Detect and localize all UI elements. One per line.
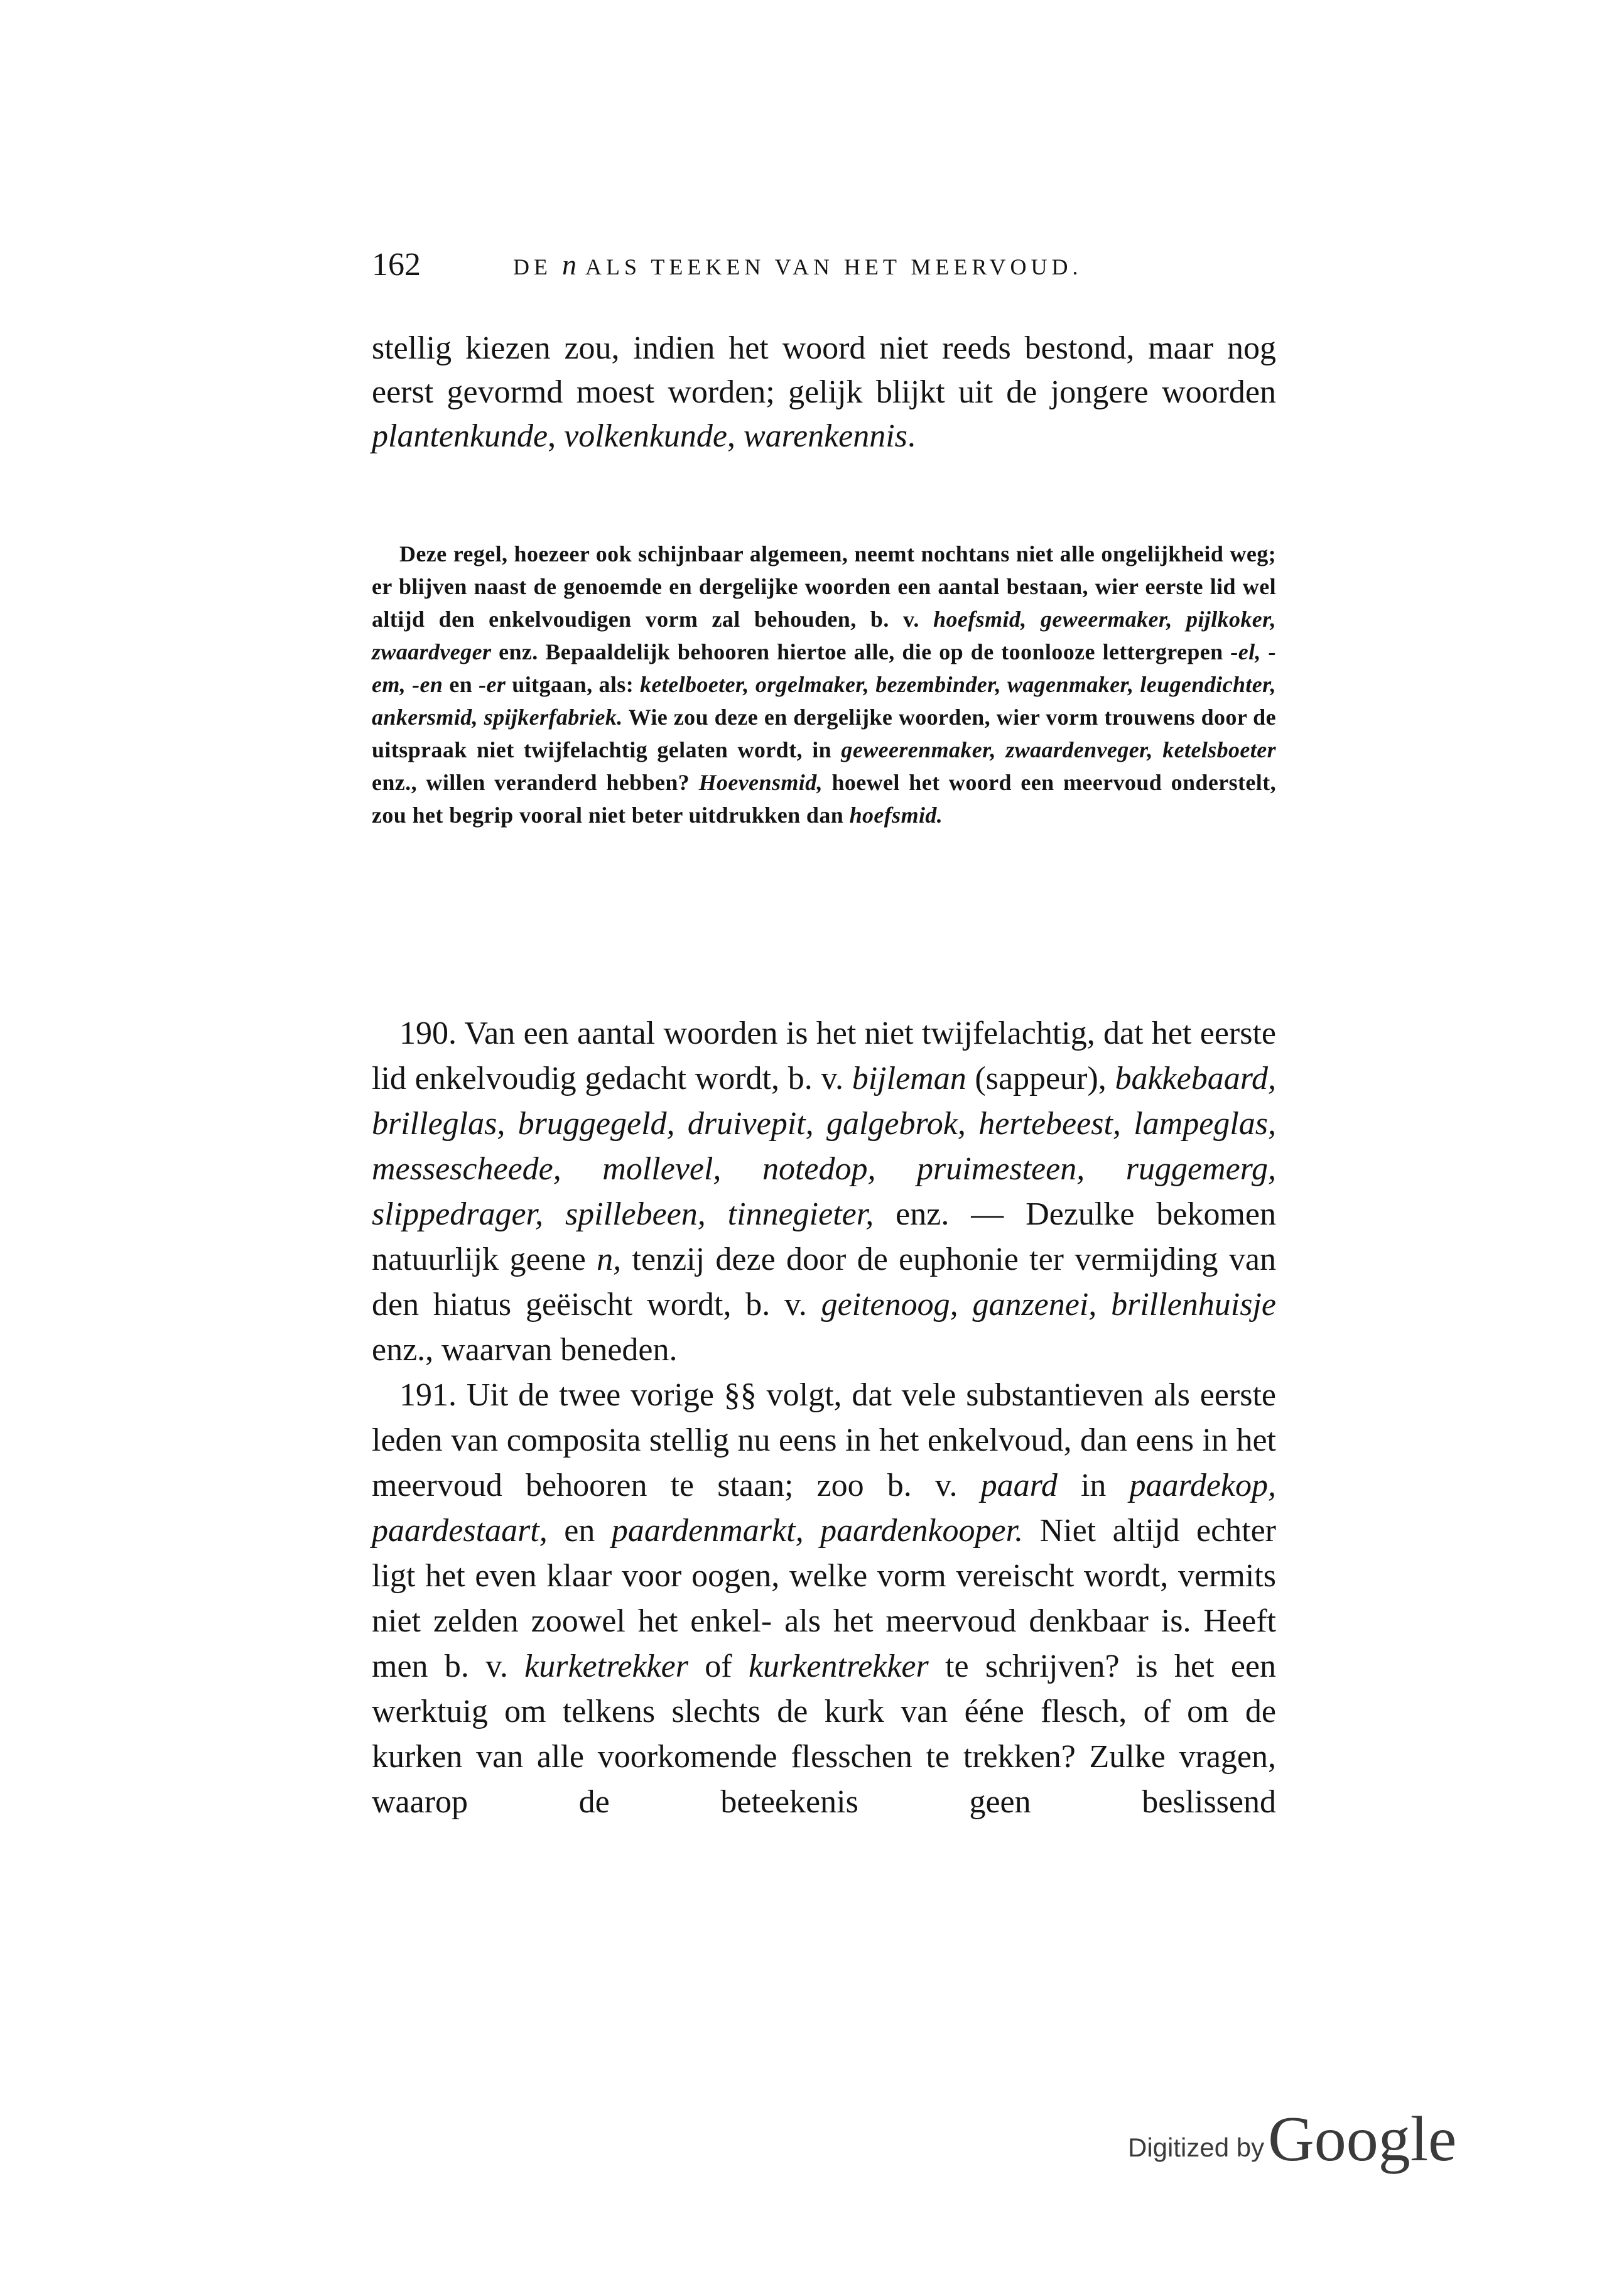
google-logo: Google xyxy=(1268,2104,1457,2175)
numbered-sections xyxy=(372,1011,1276,1825)
running-title-pre: DE xyxy=(513,254,552,279)
footnote-block xyxy=(372,538,1276,831)
section-number: 190. xyxy=(399,1015,457,1051)
running-title-post: ALS TEEKEN VAN HET MEERVOUD. xyxy=(585,254,1083,279)
running-head xyxy=(372,246,1276,284)
digitized-by-google-watermark xyxy=(1128,2102,1456,2176)
section-191: 191. Uit de twee vorige §§ volgt, dat vele substantieven als eerste leden van composita stellig nu eens in het enkelvoud, dan eens in het meervoud behooren te staan; zoo b. v. paard in paardekop, paardestaart, en paardenmarkt, paardenkooper. Niet altijd echter ligt het even klaar voor oogen, welke vorm vereischt wordt, vermits niet zelden zoowel het enkel- als het meervoud denkbaar is. Heeft men b. v. kurketrekker of kurkentrekker te schrijven? is het een werktuig om telkens slechts de kurk van ééne flesch, of om de kurken van alle voorkomende flesschen te trekken? Zulke vragen, waarop de beteekenis geen beslissend xyxy=(372,1377,1276,1820)
running-title xyxy=(513,246,1082,286)
section-number: 191. xyxy=(399,1377,457,1413)
section-190: 190. Van een aantal woorden is het niet twijfelachtig, dat het eerste lid enkelvoudig gedacht wordt, b. v. bijleman (sappeur), bakkebaard, brilleglas, bruggegeld, druivepit, galgebrok, hertebeest, lampeglas, messescheede, mollevel, notedop, pruimesteen, ruggemerg, slippedrager, spillebeen, tinnegieter, enz. — Dezulke bekomen natuurlijk geene n, tenzij deze door de euphonie ter vermijding van den hiatus geëischt wordt, b. v. geitenoog, ganzenei, brillenhuisje enz., waarvan beneden. xyxy=(372,1015,1276,1368)
digitized-by-label: Digitized by xyxy=(1128,2133,1265,2162)
continued-paragraph: stellig kiezen zou, indien het woord niet reeds bestond, maar nog eerst gevormd moest worden; gelijk blijkt uit de jongere woorden plantenkunde, volkenkunde, warenkennis. xyxy=(372,330,1276,454)
footnote-paragraph: Deze regel, hoezeer ook schijnbaar algemeen, neemt nochtans niet alle ongelijkheid weg; er blijven naast de genoemde en dergelijke woorden een aantal bestaan, wier eerste lid wel altijd den enkelvoudigen vorm zal behouden, b. v. hoefsmid, geweermaker, pijlkoker, zwaardveger enz. Bepaaldelijk behooren hiertoe alle, die op de toonlooze lettergrepen -el, -em, -en en -er uitgaan, als: ketelboeter, orgelmaker, bezembinder, wagenmaker, leugendichter, ankersmid, spijkerfabriek. Wie zou deze en dergelijke woorden, wier vorm trouwens door de uitspraak niet twijfelachtig gelaten wordt, in geweerenmaker, zwaardenveger, ketelsboeter enz., willen veranderd hebben? Hoevensmid, hoewel het woord een meervoud onderstelt, zou het begrip vooral niet beter uitdrukken dan hoefsmid. xyxy=(372,541,1277,828)
page-number: 162 xyxy=(372,247,421,283)
running-title-italic: n xyxy=(562,249,577,281)
